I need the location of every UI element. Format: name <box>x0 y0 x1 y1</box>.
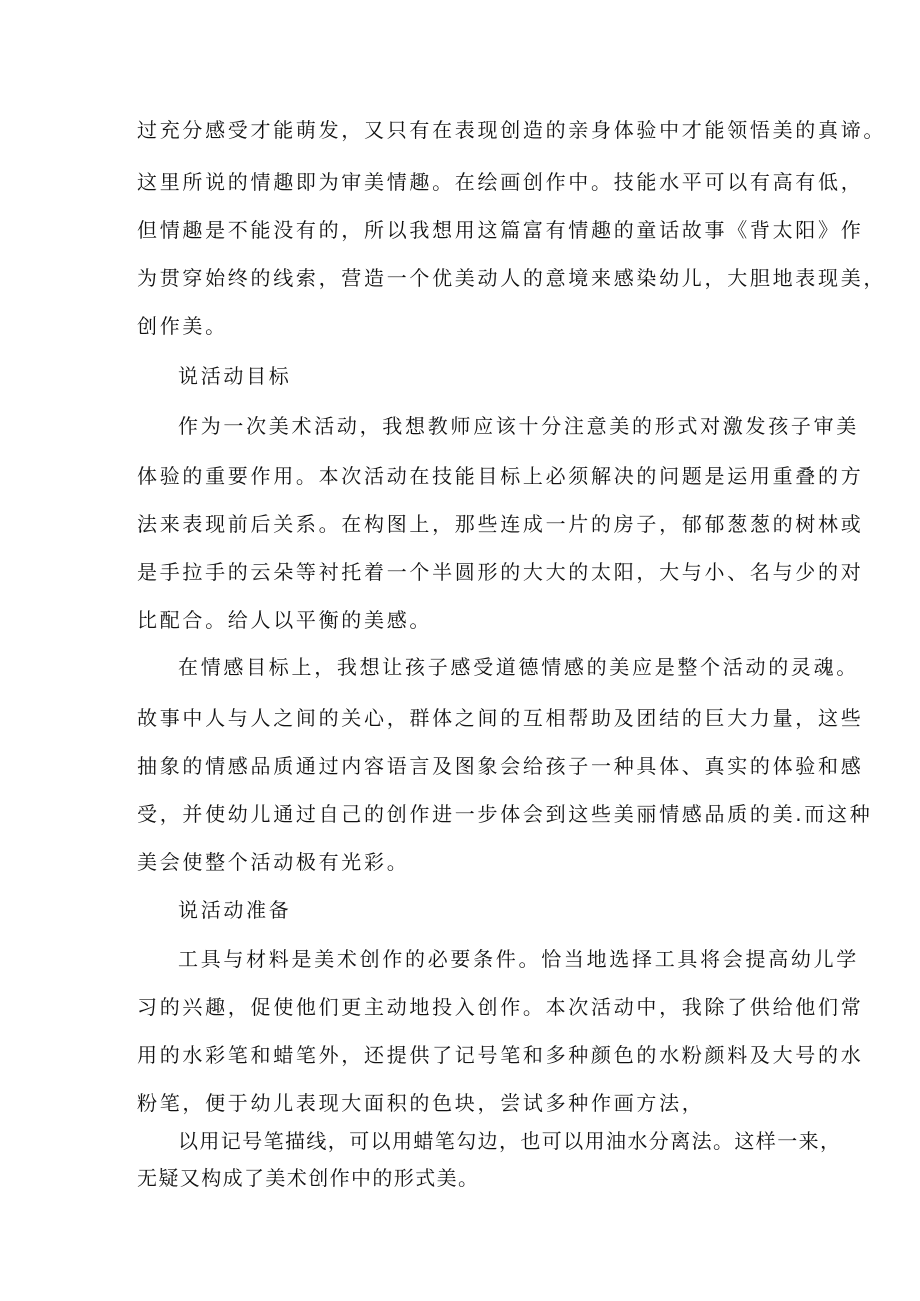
text-line: 为贯穿始终的线索，营造一个优美动人的意境来感染幼儿，大胆地表现美， <box>137 266 887 290</box>
text-line: 以用记号笔描线，可以用蜡笔勾边，也可以用油水分离法。这样一来， <box>178 1129 842 1153</box>
text-line: 抽象的情感品质通过内容语言及图象会给孩子一种具体、真实的体验和感 <box>137 754 864 778</box>
text-line: 习的兴趣，促使他们更主动地投入创作。本次活动中，我除了供给他们常 <box>137 995 864 1019</box>
paragraph-first-line: 作为一次美术活动，我想教师应该十分注意美的形式对激发孩子审美 <box>178 414 859 438</box>
text-line: 但情趣是不能没有的，所以我想用这篇富有情趣的童话故事《背太阳》作 <box>137 218 864 242</box>
text-line: 这里所说的情趣即为审美情趣。在绘画创作中。技能水平可以有高有低， <box>137 170 864 194</box>
text-line: 美会使整个活动极有光彩。 <box>137 850 410 874</box>
text-line: 法来表现前后关系。在构图上，那些连成一片的房子，郁郁葱葱的树林或 <box>137 512 864 536</box>
paragraph-first-line: 工具与材料是美术创作的必要条件。恰当地选择工具将会提高幼儿学 <box>178 947 859 971</box>
text-line: 是手拉手的云朵等衬托着一个半圆形的大大的太阳，大与小、名与少的对 <box>137 560 864 584</box>
paragraph-first-line: 在情感目标上，我想让孩子感受道德情感的美应是整个活动的灵魂。 <box>178 655 859 679</box>
text-line: 故事中人与人之间的关心，群体之间的互相帮助及团结的巨大力量，这些 <box>137 706 864 730</box>
text-line: 体验的重要作用。本次活动在技能目标上必须解决的问题是运用重叠的方 <box>137 464 864 488</box>
text-line: 受，并使幼儿通过自己的创作进一步体会到这些美丽情感品质的美.而这种 <box>137 802 873 826</box>
text-line: 创作美。 <box>137 314 228 338</box>
section-heading-activity-preparation: 说活动准备 <box>178 898 292 922</box>
text-line: 比配合。给人以平衡的美感。 <box>137 608 433 632</box>
text-line: 过充分感受才能萌发，又只有在表现创造的亲身体验中才能领悟美的真谛。 <box>137 118 887 142</box>
text-line: 用的水彩笔和蜡笔外，还提供了记号笔和多种颜色的水粉颜料及大号的水 <box>137 1043 864 1067</box>
text-line: 粉笔，便于幼儿表现大面积的色块，尝试多种作画方法， <box>137 1091 705 1115</box>
text-line: 无疑又构成了美术创作中的形式美。 <box>137 1166 480 1190</box>
section-heading-activity-goals: 说活动目标 <box>178 364 292 388</box>
